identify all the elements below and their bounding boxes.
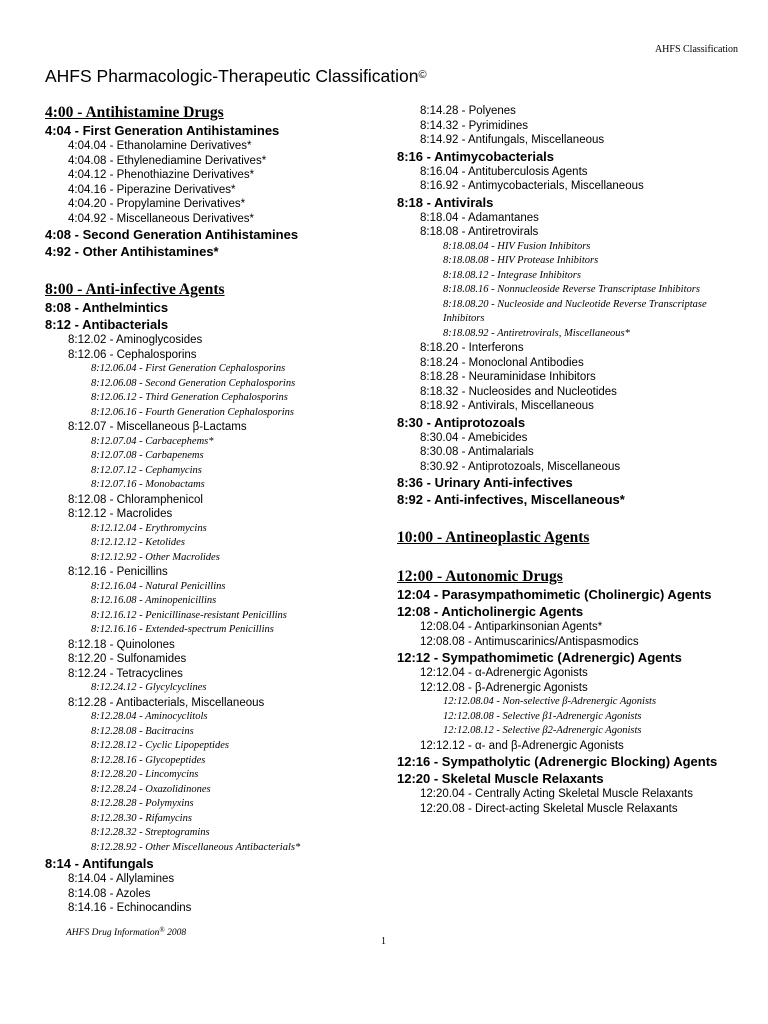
class-label: Adamantanes	[467, 211, 539, 224]
class-label: Ethylenediamine Derivatives*	[116, 154, 267, 167]
category-heading: 8:36 - Urinary Anti-infectives	[397, 475, 573, 490]
class-label: Nucleosides and Nucleotides	[468, 385, 617, 398]
class-label: Carbacephems*	[145, 435, 214, 447]
class-code: 8:18.08	[420, 226, 459, 238]
class-label: Antiprotozoals, Miscellaneous	[467, 460, 621, 473]
category-heading: 4:04 - First Generation Antihistamines	[45, 123, 280, 138]
category-heading: 8:18 - Antivirals	[397, 194, 494, 210]
class-code: 8:18.08.08	[443, 255, 489, 266]
sub-subcategory-entry: 12:12.08.08 - Selective β1-Adrenergic Agonists	[443, 710, 642, 722]
page-title-text: AHFS Pharmacologic-Therapeutic Classification	[45, 66, 419, 86]
class-code: 8:12.12	[68, 508, 107, 520]
class-label: Antiretrovirals, Miscellaneous*	[497, 327, 630, 339]
class-label: Phenothiazine Derivatives*	[116, 169, 255, 181]
class-label: Antimalarials	[467, 446, 534, 458]
class-label: Other Miscellaneous Antibacterials*	[145, 841, 301, 853]
class-code: 8:12.28.04	[91, 711, 137, 722]
class-code: 8:12.07.12	[91, 464, 137, 476]
category-heading: 8:30 - Antiprotozoals	[397, 414, 526, 430]
class-code: 8:14.16	[68, 902, 107, 914]
subcategory-entry: 8:12.08 - Chloramphenicol	[68, 493, 203, 506]
class-code: 8:12.28.30	[91, 812, 137, 824]
class-code: 4:04.12	[68, 169, 107, 181]
class-code: 8:30.04	[420, 431, 459, 444]
class-label: Antivirals, Miscellaneous	[467, 400, 594, 412]
class-label: Echinocandins	[116, 902, 192, 914]
sub-subcategory-entry: 8:12.28.04 - Aminocyclitols	[91, 711, 208, 722]
class-code: 8:12.28.24	[91, 783, 137, 795]
class-code: 4:04.16	[68, 183, 107, 196]
class-code: 8:12.07.16	[91, 479, 137, 490]
class-label: Antimuscarinics/Antispasmodics	[474, 635, 639, 648]
class-code: 12:12.08.08	[443, 710, 494, 722]
subcategory-entry: 8:12.18 - Quinolones	[68, 638, 175, 651]
class-label: Pyrimidines	[468, 119, 529, 132]
class-code: 8:18.08.92	[443, 327, 489, 339]
sub-subcategory-entry: 8:12.28.16 - Glycopeptides	[91, 754, 206, 766]
class-code: 8:12.28.28	[91, 798, 137, 809]
section-heading: 8:00 - Anti-infective Agents	[45, 281, 225, 298]
class-label: Aminocyclitols	[145, 711, 208, 722]
sub-subcategory-entry: 8:12.28.12 - Cyclic Lipopeptides	[91, 740, 229, 751]
section-heading: 12:00 - Autonomic Drugs	[397, 568, 563, 585]
class-code: 8:12.06.08	[91, 377, 137, 389]
class-code: 8:12.02	[68, 334, 107, 346]
class-code: 8:12.16.16	[91, 624, 137, 635]
class-label: Aminopenicillins	[145, 595, 217, 606]
subcategory-entry: 12:08.08 - Antimuscarinics/Antispasmodics	[420, 635, 639, 648]
class-label: Ketolides	[145, 537, 185, 548]
subcategory-entry: 12:12.08 - β-Adrenergic Agonists	[420, 681, 588, 694]
class-code: 12:12.04	[420, 667, 465, 679]
class-label: Polyenes	[468, 105, 516, 117]
class-code: 8:18.20	[420, 342, 459, 354]
class-code: 8:12.16.08	[91, 595, 137, 606]
class-label: Interferons	[468, 342, 524, 354]
footer-source	[66, 926, 186, 938]
class-code: 8:16.92	[420, 180, 459, 192]
sub-subcategory-entry: 8:12.06.04 - First Generation Cephalosporins	[91, 363, 286, 374]
category-heading: 8:12 - Antibacterials	[45, 317, 169, 332]
sub-subcategory-entry: 8:12.07.12 - Cephamycins	[91, 464, 202, 476]
class-code: 8:12.28.20	[91, 769, 137, 780]
class-label: Azoles	[115, 887, 151, 900]
footer-year: 2008	[167, 928, 187, 938]
subcategory-entry: 8:12.07 - Miscellaneous β-Lactams	[68, 421, 247, 433]
class-label: Antibacterials, Miscellaneous	[115, 696, 265, 709]
class-label: Direct-acting Skeletal Muscle Relaxants	[475, 802, 678, 815]
subcategory-entry: 8:14.08 - Azoles	[68, 887, 151, 900]
subcategory-entry: 8:18.28 - Neuraminidase Inhibitors	[420, 371, 596, 383]
sub-subcategory-entry: 8:12.28.28 - Polymyxins	[91, 798, 194, 809]
sub-subcategory-entry: 8:12.16.16 - Extended-spectrum Penicillins	[91, 624, 274, 635]
class-label: Nucleoside and Nucleotide Reverse Transcriptase Inhibitors	[443, 298, 707, 324]
subcategory-entry: 4:04.08 - Ethylenediamine Derivatives*	[68, 154, 267, 167]
footer-source-text: AHFS Drug Information	[66, 928, 160, 938]
class-code: 8:12.07.04	[91, 435, 137, 447]
class-code: 8:18.08.16	[443, 284, 489, 295]
class-code: 12:12.08	[420, 681, 465, 694]
class-label: Neuraminidase Inhibitors	[468, 371, 596, 383]
class-label: Penicillinase-resistant Penicillins	[145, 609, 287, 621]
class-code: 8:12.24	[68, 667, 107, 680]
class-label: Lincomycins	[145, 769, 199, 780]
class-label: β-Adrenergic Agonists	[475, 681, 588, 694]
subcategory-entry: 4:04.16 - Piperazine Derivatives*	[68, 183, 236, 196]
class-code: 8:12.07.08	[91, 450, 137, 461]
class-label: Amebicides	[467, 431, 528, 444]
class-label: Miscellaneous Derivatives*	[116, 212, 255, 225]
category-heading: 12:12 - Sympathomimetic (Adrenergic) Agents	[397, 650, 682, 665]
class-code: 4:04.04	[68, 140, 107, 152]
class-code: 8:12.12.12	[91, 537, 137, 548]
class-code: 4:04.92	[68, 212, 107, 225]
class-label: Aminoglycosides	[115, 334, 203, 346]
class-code: 8:18.24	[420, 356, 459, 369]
sub-subcategory-entry: 8:12.12.92 - Other Macrolides	[91, 551, 220, 563]
sub-subcategory-entry: 8:12.07.08 - Carbapenems	[91, 450, 204, 461]
class-label: Monobactams	[145, 479, 205, 490]
sub-subcategory-entry: 8:12.16.12 - Penicillinase-resistant Penicillins	[91, 609, 287, 621]
class-label: Penicillins	[116, 566, 168, 578]
subcategory-entry: 12:20.08 - Direct-acting Skeletal Muscle Relaxants	[420, 802, 678, 815]
class-label: Carbapenems	[145, 450, 204, 461]
class-code: 8:12.18	[68, 638, 107, 651]
sub-subcategory-entry: 8:12.12.04 - Erythromycins	[91, 522, 207, 534]
class-label: First Generation Cephalosporins	[145, 363, 286, 374]
subcategory-entry: 8:12.24 - Tetracyclines	[68, 667, 183, 680]
class-code: 8:12.12.04	[91, 522, 137, 534]
class-label: Cephalosporins	[116, 348, 197, 361]
subcategory-entry: 8:18.92 - Antivirals, Miscellaneous	[420, 400, 594, 412]
sub-subcategory-entry: 8:18.08.92 - Antiretrovirals, Miscellaneous*	[443, 327, 630, 339]
subcategory-entry: 12:12.04 - α-Adrenergic Agonists	[420, 667, 588, 679]
category-heading: 8:92 - Anti-infectives, Miscellaneous*	[397, 492, 625, 507]
sub-subcategory-entry: 8:12.28.08 - Bacitracins	[91, 725, 194, 737]
sub-subcategory-entry: 12:12.08.04 - Non-selective β-Adrenergic Agonists	[443, 696, 657, 707]
category-heading: 12:20 - Skeletal Muscle Relaxants	[397, 771, 604, 786]
subcategory-entry: 8:30.08 - Antimalarials	[420, 446, 534, 458]
class-label: Piperazine Derivatives*	[116, 183, 236, 196]
class-label: Glycopeptides	[145, 754, 206, 766]
class-code: 8:12.28.32	[91, 827, 137, 838]
class-label: Erythromycins	[145, 522, 207, 534]
class-code: 8:18.08.20	[443, 298, 489, 310]
sub-subcategory-entry: 8:12.28.20 - Lincomycins	[91, 769, 199, 780]
subcategory-entry: 8:12.02 - Aminoglycosides	[68, 334, 203, 346]
page-title	[45, 66, 427, 87]
section-spacer	[397, 508, 737, 528]
class-label: α-Adrenergic Agonists	[475, 667, 588, 679]
category-heading: 4:92 - Other Antihistamines*	[45, 244, 219, 259]
class-code: 4:04.20	[68, 198, 107, 210]
class-code: 8:12.08	[68, 493, 107, 506]
subcategory-entry: 4:04.92 - Miscellaneous Derivatives*	[68, 212, 255, 225]
class-code: 8:18.92	[420, 400, 459, 412]
subcategory-entry: 8:30.92 - Antiprotozoals, Miscellaneous	[420, 460, 621, 473]
class-label: α- and β-Adrenergic Agonists	[475, 739, 624, 752]
class-label: Natural Penicillins	[145, 580, 226, 592]
class-code: 8:14.92	[420, 134, 459, 146]
class-code: 8:12.07	[68, 421, 107, 433]
subcategory-entry: 4:04.12 - Phenothiazine Derivatives*	[68, 169, 255, 181]
class-label: Miscellaneous β-Lactams	[116, 421, 247, 433]
class-code: 12:12.08.12	[443, 725, 494, 736]
subcategory-entry: 8:14.92 - Antifungals, Miscellaneous	[420, 134, 605, 146]
class-label: Sulfonamides	[116, 653, 187, 665]
class-label: Antiparkinsonian Agents*	[474, 621, 603, 633]
category-heading: 12:08 - Anticholinergic Agents	[397, 604, 584, 619]
class-label: Cephamycins	[145, 464, 202, 476]
left-column	[45, 103, 390, 916]
class-code: 8:12.28.12	[91, 740, 137, 751]
subcategory-entry: 8:14.16 - Echinocandins	[68, 902, 192, 914]
subcategory-entry: 8:12.20 - Sulfonamides	[68, 653, 187, 665]
class-label: Selective β1-Adrenergic Agonists	[502, 710, 642, 722]
class-label: Antimycobacterials, Miscellaneous	[467, 180, 644, 192]
running-header: AHFS Classification	[654, 44, 738, 55]
copyright-mark: ©	[418, 69, 427, 81]
class-label: Third Generation Cephalosporins	[145, 392, 288, 403]
subcategory-entry: 8:18.20 - Interferons	[420, 342, 524, 354]
section-heading: 10:00 - Antineoplastic Agents	[397, 529, 590, 546]
class-code: 8:12.28	[68, 696, 107, 709]
sub-subcategory-entry: 8:12.07.16 - Monobactams	[91, 479, 205, 490]
class-code: 8:12.28.16	[91, 754, 137, 766]
class-code: 8:12.16	[68, 566, 107, 578]
sub-subcategory-entry: 8:12.28.30 - Rifamycins	[91, 812, 192, 824]
sub-subcategory-entry: 8:12.24.12 - Glycylcyclines	[91, 682, 207, 693]
class-code: 8:12.28.92	[91, 841, 137, 853]
sub-subcategory-entry: 8:18.08.20 - Nucleoside and Nucleotide Reverse Transcriptase Inhibitors	[443, 298, 707, 324]
subcategory-entry: 8:14.28 - Polyenes	[420, 105, 516, 117]
class-code: 8:12.20	[68, 653, 107, 665]
sub-subcategory-entry: 8:12.07.04 - Carbacephems*	[91, 435, 214, 447]
class-label: Allylamines	[115, 873, 175, 885]
class-code: 8:18.08.04	[443, 240, 489, 252]
subcategory-entry: 12:12.12 - α- and β-Adrenergic Agonists	[420, 739, 624, 752]
sub-subcategory-entry: 12:12.08.12 - Selective β2-Adrenergic Agonists	[443, 725, 642, 736]
class-code: 8:14.32	[420, 119, 459, 132]
class-code: 8:12.16.04	[91, 580, 137, 592]
sub-subcategory-entry: 8:12.06.16 - Fourth Generation Cephalosporins	[91, 406, 294, 418]
subcategory-entry: 8:14.32 - Pyrimidines	[420, 119, 529, 132]
sub-subcategory-entry: 8:12.16.04 - Natural Penicillins	[91, 580, 226, 592]
sub-subcategory-entry: 8:12.12.12 - Ketolides	[91, 537, 185, 548]
class-label: Ethanolamine Derivatives*	[116, 140, 252, 152]
sub-subcategory-entry: 8:18.08.12 - Integrase Inhibitors	[443, 269, 581, 281]
class-label: Glycylcyclines	[145, 682, 207, 693]
subcategory-entry: 8:14.04 - Allylamines	[68, 873, 175, 885]
sub-subcategory-entry: 8:18.08.08 - HIV Protease Inhibitors	[443, 255, 599, 266]
class-code: 8:12.06	[68, 348, 107, 361]
subcategory-entry: 8:16.92 - Antimycobacterials, Miscellaneous	[420, 180, 644, 192]
sub-subcategory-entry: 8:12.28.92 - Other Miscellaneous Antibacterials*	[91, 841, 301, 853]
category-heading: 12:16 - Sympatholytic (Adrenergic Blocking) Agents	[397, 754, 718, 769]
class-code: 8:12.06.12	[91, 392, 137, 403]
category-heading: 4:08 - Second Generation Antihistamines	[45, 227, 299, 242]
category-heading: 8:08 - Anthelmintics	[45, 300, 169, 315]
class-label: Second Generation Cephalosporins	[145, 377, 296, 389]
class-label: Other Macrolides	[145, 551, 220, 563]
section-heading: 4:00 - Antihistamine Drugs	[45, 104, 224, 121]
class-label: Non-selective β-Adrenergic Agonists	[502, 696, 657, 707]
subcategory-entry: 8:18.24 - Monoclonal Antibodies	[420, 356, 584, 369]
category-heading: 12:04 - Parasympathomimetic (Cholinergic) Agents	[397, 587, 712, 602]
sub-subcategory-entry: 8:18.08.16 - Nonnucleoside Reverse Transcriptase Inhibitors	[443, 284, 700, 295]
class-label: Centrally Acting Skeletal Muscle Relaxants	[475, 788, 693, 800]
right-column	[397, 104, 737, 816]
class-label: Integrase Inhibitors	[497, 269, 581, 281]
class-label: Tetracyclines	[116, 667, 183, 680]
class-label: Extended-spectrum Penicillins	[145, 624, 274, 635]
class-label: Streptogramins	[145, 827, 210, 838]
class-label: Antiretrovirals	[467, 226, 539, 238]
class-code: 8:14.04	[68, 873, 107, 885]
class-label: Monoclonal Antibodies	[468, 356, 584, 369]
class-label: Polymyxins	[145, 798, 194, 809]
class-code: 8:18.08.12	[443, 269, 489, 281]
subcategory-entry: 8:18.08 - Antiretrovirals	[420, 226, 539, 238]
class-code: 8:16.04	[420, 165, 459, 178]
class-label: Nonnucleoside Reverse Transcriptase Inhibitors	[497, 284, 700, 295]
class-label: Antituberculosis Agents	[467, 165, 588, 178]
category-heading: 8:14 - Antifungals	[45, 856, 154, 871]
class-code: 8:12.12.92	[91, 551, 137, 563]
sub-subcategory-entry: 8:12.28.24 - Oxazolidinones	[91, 783, 211, 795]
class-code: 8:12.06.16	[91, 406, 137, 418]
class-label: HIV Protease Inhibitors	[497, 255, 599, 266]
class-code: 12:20.08	[420, 802, 465, 815]
subcategory-entry: 8:12.16 - Penicillins	[68, 566, 168, 578]
section-spacer	[397, 547, 737, 567]
class-label: Propylamine Derivatives*	[116, 198, 246, 210]
sub-subcategory-entry: 8:18.08.04 - HIV Fusion Inhibitors	[443, 240, 591, 252]
class-label: Fourth Generation Cephalosporins	[145, 406, 294, 418]
class-code: 8:30.92	[420, 460, 459, 473]
class-label: Oxazolidinones	[145, 783, 211, 795]
subcategory-entry: 8:12.06 - Cephalosporins	[68, 348, 197, 361]
subcategory-entry: 12:20.04 - Centrally Acting Skeletal Muscle Relaxants	[420, 788, 693, 800]
class-code: 8:14.28	[420, 105, 459, 117]
subcategory-entry: 8:12.12 - Macrolides	[68, 508, 173, 520]
sub-subcategory-entry: 8:12.28.32 - Streptogramins	[91, 827, 210, 838]
sub-subcategory-entry: 8:12.06.12 - Third Generation Cephalosporins	[91, 392, 288, 403]
class-code: 8:18.32	[420, 385, 459, 398]
subcategory-entry: 8:16.04 - Antituberculosis Agents	[420, 165, 588, 178]
class-code: 12:12.12	[420, 739, 465, 752]
subcategory-entry: 8:18.04 - Adamantanes	[420, 211, 539, 224]
class-code: 8:12.06.04	[91, 363, 137, 374]
class-code: 8:12.16.12	[91, 609, 137, 621]
class-label: Macrolides	[116, 508, 173, 520]
class-label: Antifungals, Miscellaneous	[467, 134, 605, 146]
sub-subcategory-entry: 8:12.06.08 - Second Generation Cephalosporins	[91, 377, 296, 389]
class-label: Quinolones	[116, 638, 175, 651]
class-code: 8:12.28.08	[91, 725, 137, 737]
class-label: Rifamycins	[145, 812, 192, 824]
class-code: 12:08.08	[420, 635, 465, 648]
class-label: Cyclic Lipopeptides	[145, 740, 229, 751]
page-number: 1	[381, 936, 386, 947]
category-heading: 8:16 - Antimycobacterials	[397, 148, 555, 164]
class-code: 4:04.08	[68, 154, 107, 167]
section-spacer	[45, 260, 390, 280]
class-code: 12:12.08.04	[443, 696, 494, 707]
subcategory-entry: 12:08.04 - Antiparkinsonian Agents*	[420, 621, 603, 633]
class-code: 8:30.08	[420, 446, 459, 458]
class-code: 8:18.04	[420, 211, 459, 224]
subcategory-entry: 8:12.28 - Antibacterials, Miscellaneous	[68, 696, 265, 709]
subcategory-entry: 8:18.32 - Nucleosides and Nucleotides	[420, 385, 617, 398]
class-code: 8:18.28	[420, 371, 459, 383]
class-label: Bacitracins	[145, 725, 194, 737]
class-code: 12:08.04	[420, 621, 465, 633]
subcategory-entry: 4:04.04 - Ethanolamine Derivatives*	[68, 140, 252, 152]
class-label: Selective β2-Adrenergic Agonists	[502, 725, 642, 736]
class-code: 8:14.08	[68, 887, 107, 900]
registered-mark: ®	[159, 926, 165, 934]
subcategory-entry: 4:04.20 - Propylamine Derivatives*	[68, 198, 246, 210]
sub-subcategory-entry: 8:12.16.08 - Aminopenicillins	[91, 595, 217, 606]
subcategory-entry: 8:30.04 - Amebicides	[420, 431, 528, 444]
class-label: HIV Fusion Inhibitors	[497, 240, 591, 252]
class-code: 12:20.04	[420, 788, 465, 800]
class-label: Chloramphenicol	[116, 493, 203, 506]
class-code: 8:12.24.12	[91, 682, 137, 693]
